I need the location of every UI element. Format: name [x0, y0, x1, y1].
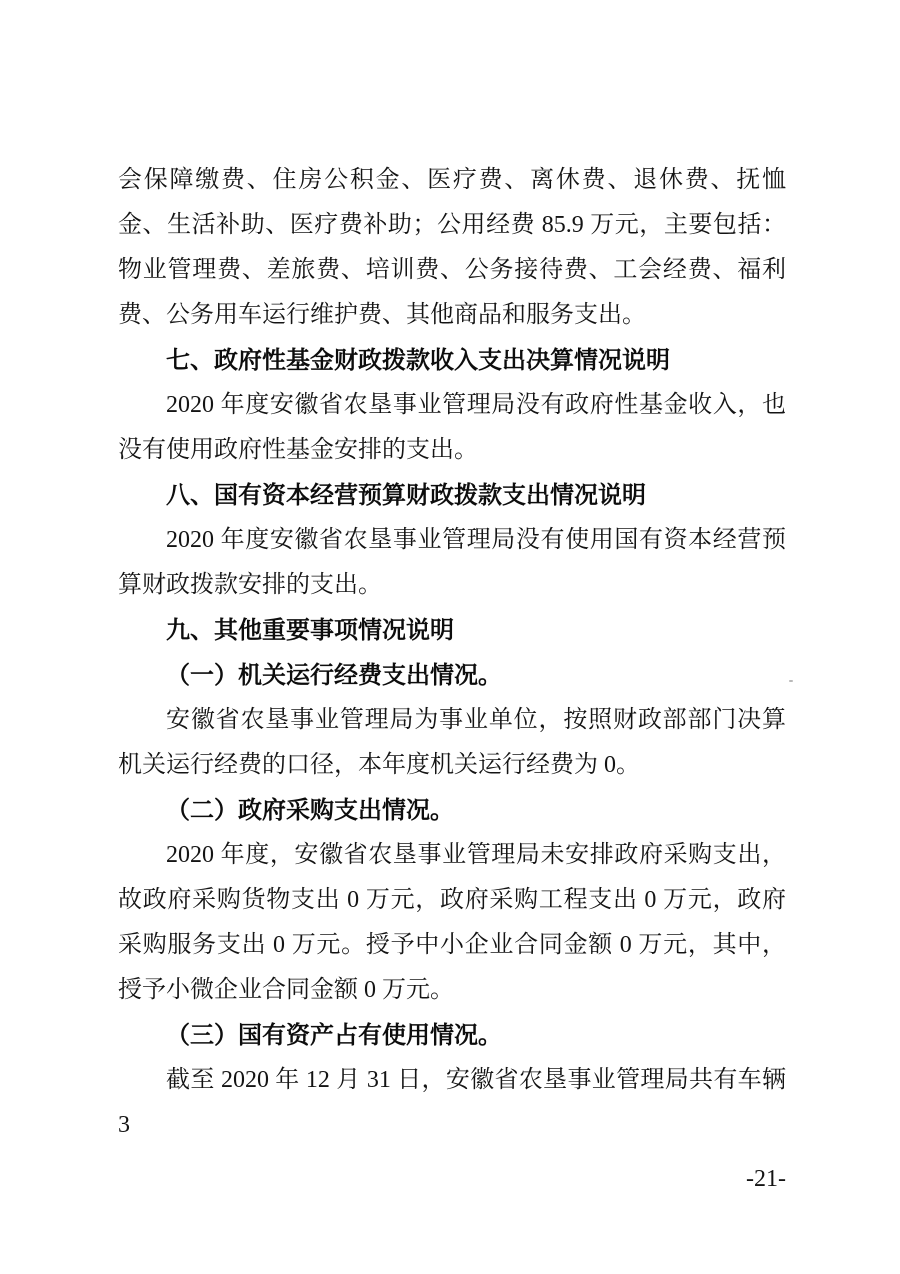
sub-heading-9-2-procurement: （二）政府采购支出情况。: [166, 797, 454, 824]
document-body: [118, 158, 786, 1148]
paragraph-operating-expenses: 安徽省农垦事业管理局为事业单位，按照财政部部门决算机关运行经费的口径，本年度机关运行经费为 0。: [118, 707, 786, 778]
paragraph-government-funds: 2020 年度安徽省农垦事业管理局没有政府性基金收入，也没有使用政府性基金安排的支出。: [118, 392, 786, 463]
sub-heading-9-3-state-assets: （三）国有资产占有使用情况。: [166, 1022, 502, 1049]
scan-speckle-artifact: [789, 680, 793, 682]
section-heading-7-government-funds: 七、政府性基金财政拨款收入支出决算情况说明: [166, 347, 670, 374]
page-number: -21-: [746, 1166, 786, 1192]
section-heading-9-other-matters: 九、其他重要事项情况说明: [166, 617, 454, 644]
paragraph-state-assets: 截至 2020 年 12 月 31 日，安徽省农垦事业管理局共有车辆 3: [118, 1067, 786, 1138]
section-heading-8-state-capital: 八、国有资本经营预算财政拨款支出情况说明: [166, 482, 646, 509]
paragraph-state-capital: 2020 年度安徽省农垦事业管理局没有使用国有资本经营预算财政拨款安排的支出。: [118, 527, 786, 598]
paragraph-expense-detail-continuation: 会保障缴费、住房公积金、医疗费、离休费、退休费、抚恤金、生活补助、医疗费补助；公用经费 85.9 万元，主要包括：物业管理费、差旅费、培训费、公务接待费、工会经费、福利费、公务用车运行维护费、其他商品和服务支出。: [118, 167, 786, 328]
paragraph-procurement: 2020 年度，安徽省农垦事业管理局未安排政府采购支出，故政府采购货物支出 0 万元，政府采购工程支出 0 万元，政府采购服务支出 0 万元。授予中小企业合同金额 0 万元，其中，授予小微企业合同金额 0 万元。: [118, 842, 786, 1003]
sub-heading-9-1-operating-expenses: （一）机关运行经费支出情况。: [166, 662, 502, 689]
